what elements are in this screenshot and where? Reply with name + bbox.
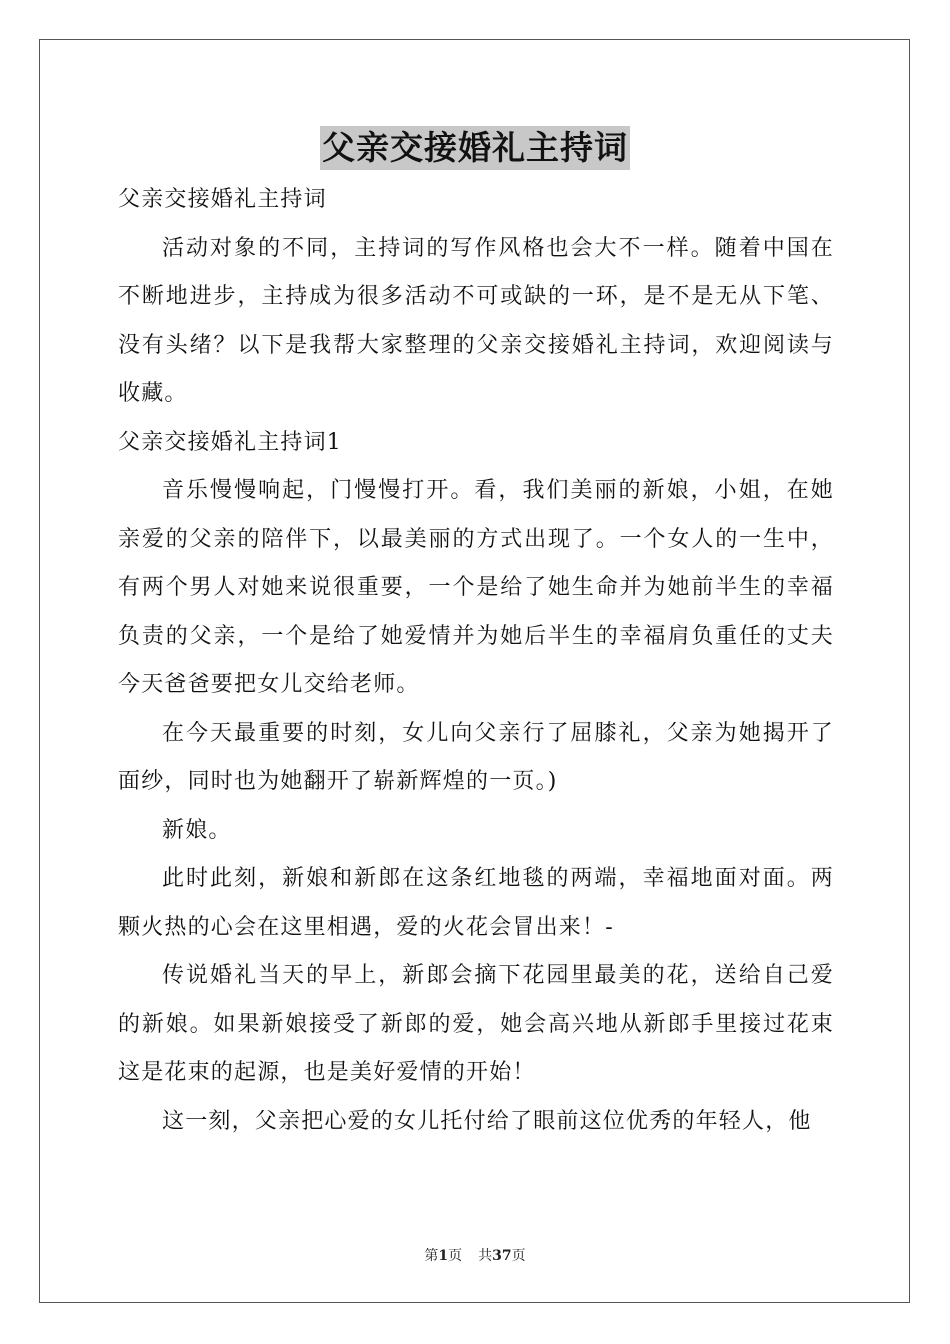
page-prefix: 第 xyxy=(424,1248,439,1264)
paragraph-heading: 父亲交接婚礼主持词 xyxy=(118,187,327,212)
page-footer xyxy=(0,1246,950,1266)
total-suffix: 页 xyxy=(511,1248,526,1264)
document-body xyxy=(118,176,834,1146)
paragraph: 这一刻，父亲把心爱的女儿托付给了眼前这位优秀的年轻人，他 xyxy=(162,1108,812,1134)
paragraph: 新娘。 xyxy=(162,817,232,843)
paragraph: 活动对象的不同，主持词的写作风格也会大不一样。随着中国在不断地进步，主持成为很多活动不可或缺的一环，是不是无从下笔、没有头绪？以下是我帮大家整理的父亲交接婚礼主持词，欢迎阅读与收藏。 xyxy=(118,235,834,406)
total-prefix: 共 xyxy=(478,1248,493,1264)
paragraph: 音乐慢慢响起，门慢慢打开。看，我们美丽的新娘，小姐，在她亲爱的父亲的陪伴下，以最美丽的方式出现了。一个女人的一生中，有两个男人对她来说很重要，一个是给了她生命并为她前半生的幸福负责的父亲，一个是给了她爱情并为她后半生的幸福肩负重任的丈夫今天爸爸要把女儿交给老师。 xyxy=(118,478,834,697)
section-heading: 父亲交接婚礼主持词1 xyxy=(118,429,342,455)
title-container xyxy=(0,126,950,170)
page-suffix: 页 xyxy=(448,1248,463,1264)
page-number: 1 xyxy=(438,1248,449,1264)
total-pages: 37 xyxy=(492,1248,512,1264)
paragraph: 在今天最重要的时刻，女儿向父亲行了屈膝礼，父亲为她揭开了面纱，同时也为她翻开了崭新辉煌的一页。) xyxy=(118,720,834,794)
paragraph: 此时此刻，新娘和新郎在这条红地毯的两端，幸福地面对面。两颗火热的心会在这里相遇，爱的火花会冒出来！- xyxy=(118,866,834,940)
document-title: 父亲交接婚礼主持词 xyxy=(320,126,630,170)
paragraph: 传说婚礼当天的早上，新郎会摘下花园里最美的花，送给自己爱的新娘。如果新娘接受了新郎的爱，她会高兴地从新郎手里接过花束这是花束的起源，也是美好爱情的开始！ xyxy=(118,963,834,1085)
